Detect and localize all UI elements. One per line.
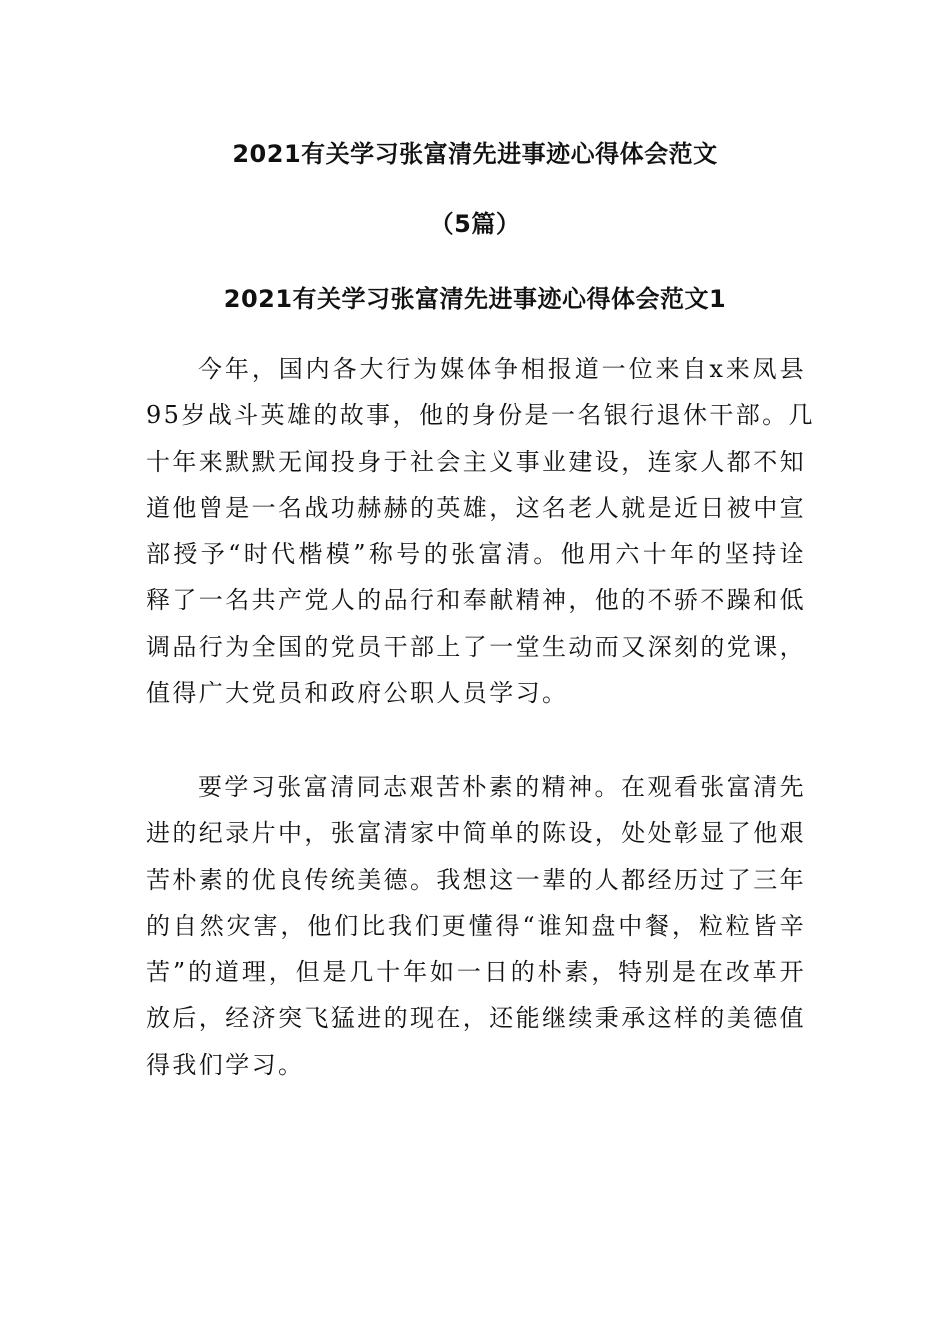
paragraph-1	[146, 346, 815, 716]
paragraph-line: 进的纪录片中，张富清家中简单的陈设，处处彰显了他艰	[146, 819, 806, 848]
paragraph-2	[146, 764, 806, 1088]
paragraph-line: 部授予“时代楷模”称号的张富清。他用六十年的坚持诠	[146, 540, 806, 569]
paragraph-line: 今年，国内各大行为媒体争相报道一位来自x来凤县	[198, 355, 806, 383]
paragraph-line: 十年来默默无闻投身于社会主义事业建设，连家人都不知	[146, 447, 806, 476]
paragraph-line: 苦”的道理，但是几十年如一日的朴素，特别是在改革开	[146, 958, 806, 987]
paragraph-line: 放后，经济突飞猛进的现在，还能继续秉承这样的美德值	[146, 1004, 806, 1033]
document-title: 2021有关学习张富清先进事迹心得体会范文	[232, 140, 718, 168]
paragraph-line: 调品行为全国的党员干部上了一堂生动而又深刻的党课，	[146, 632, 806, 661]
paragraph-line: 值得广大党员和政府公职人员学习。	[146, 679, 569, 708]
paragraph-line: 的自然灾害，他们比我们更懂得“谁知盘中餐，粒粒皆辛	[146, 911, 806, 940]
section-heading: 2021有关学习张富清先进事迹心得体会范文1	[223, 285, 727, 313]
paragraph-line: 得我们学习。	[146, 1050, 305, 1079]
paragraph-line: 苦朴素的优良传统美德。我想这一辈的人都经历过了三年	[146, 865, 806, 894]
paragraph-line: 95岁战斗英雄的故事，他的身份是一名银行退休干部。几	[146, 401, 815, 430]
paragraph-line: 释了一名共产党人的品行和奉献精神，他的不骄不躁和低	[146, 586, 806, 615]
paragraph-line: 要学习张富清同志艰苦朴素的精神。在观看张富清先	[198, 773, 806, 801]
document-title-count: （5篇）	[429, 210, 521, 238]
paragraph-line: 道他曾是一名战功赫赫的英雄，这名老人就是近日被中宣	[146, 493, 806, 522]
